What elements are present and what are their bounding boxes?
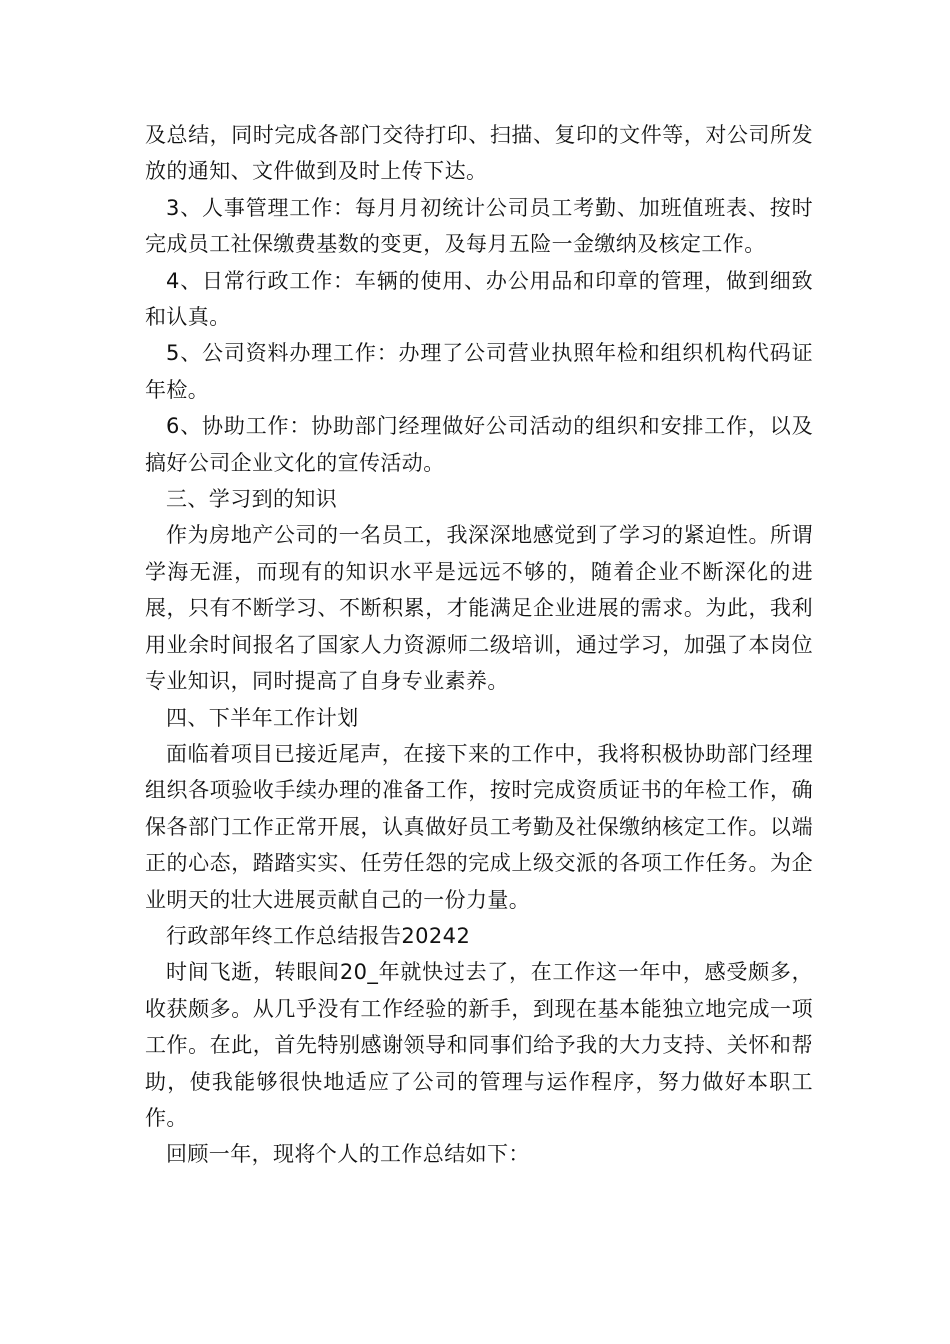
paragraph-plan: 面临着项目已接近尾声，在接下来的工作中，我将积极协助部门经理组织各项验收手续办理的准备工作，按时完成资质证书的年检工作，确保各部门工作正常开展，认真做好员工考勤及社保缴纳核定工作。以端正的心态，踏踏实实、任劳任怨的完成上级交派的各项工作任务。为企业明天的壮大进展贡献自己的一份力量。 xyxy=(145,741,813,912)
paragraph-item-5: 5、公司资料办理工作：办理了公司营业执照年检和组织机构代码证年检。 xyxy=(145,341,813,402)
paragraph-item-6: 6、协助工作：协助部门经理做好公司活动的组织和安排工作，以及搞好公司企业文化的宣传活动。 xyxy=(145,414,813,475)
paragraph-review: 回顾一年，现将个人的工作总结如下： xyxy=(166,1142,530,1167)
paragraph-item-4: 4、日常行政工作：车辆的使用、办公用品和印章的管理，做到细致和认真。 xyxy=(145,268,813,330)
report-title: 行政部年终工作总结报告20242 xyxy=(166,923,471,948)
paragraph-intro: 时间飞逝，转眼间20_年就快过去了，在工作这一年中，感受颇多，收获颇多。从几乎没有工作经验的新手，到现在基本能独立地完成一项工作。在此，首先特别感谢领导和同事们给予我的大力支持、关怀和帮助，使我能够很快地适应了公司的管理与运作程序，努力做好本职工作。 xyxy=(145,960,813,1130)
section-heading-4: 四、下半年工作计划 xyxy=(166,705,359,730)
document-body xyxy=(145,117,813,1173)
paragraph-continuation: 及总结，同时完成各部门交待打印、扫描、复印的文件等，对公司所发放的通知、文件做到及时上传下达。 xyxy=(145,123,813,184)
paragraph-learning: 作为房地产公司的一名员工，我深深地感觉到了学习的紧迫性。所谓学海无涯，而现有的知识水平是远远不够的，随着企业不断深化的进展，只有不断学习、不断积累，才能满足企业进展的需求。为此，我利用业余时间报名了国家人力资源师二级培训，通过学习，加强了本岗位专业知识，同时提高了自身专业素养。 xyxy=(145,523,813,694)
paragraph-item-3: 3、人事管理工作：每月月初统计公司员工考勤、加班值班表、按时完成员工社保缴费基数的变更，及每月五险一金缴纳及核定工作。 xyxy=(145,195,813,257)
section-heading-3: 三、学习到的知识 xyxy=(166,487,338,512)
